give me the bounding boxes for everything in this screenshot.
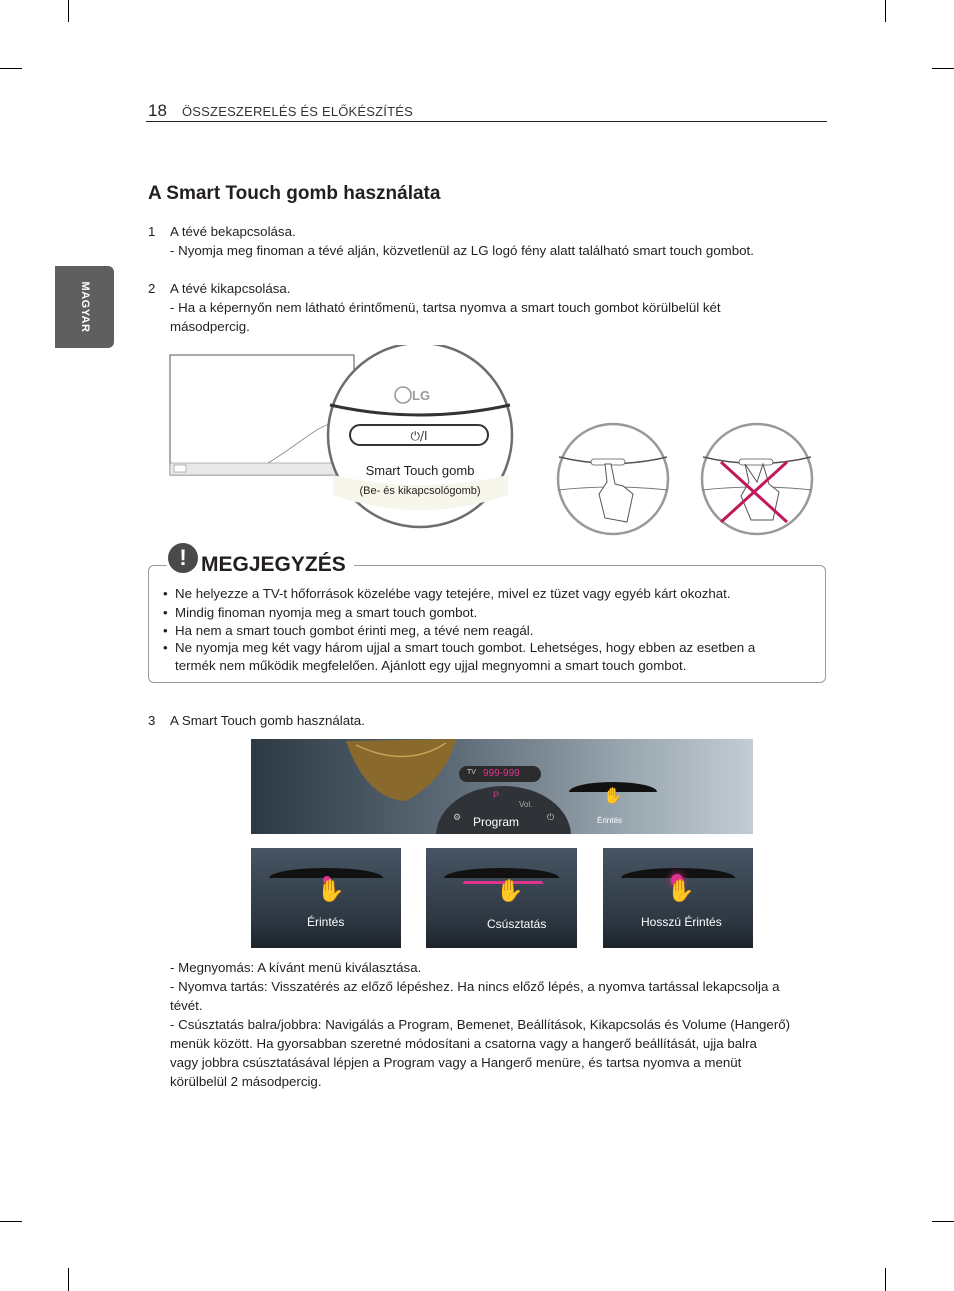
warning-icon: ! <box>165 540 201 576</box>
hand-icon: ✋ <box>603 788 623 805</box>
power-icon: ⏻ <box>547 812 555 822</box>
note-item: • Ne helyezze a TV-t hőforrások közelébe vagy tetejére, mivel ez tüzet vagy egyéb kárt okozhat. <box>175 585 731 603</box>
language-tab <box>55 266 114 348</box>
page-number: 18 <box>148 101 167 120</box>
crop-mark <box>885 0 886 22</box>
note-title: MEGJEGYZÉS <box>199 553 354 577</box>
description-line: - Csúsztatás balra/jobbra: Navigálás a Program, Bemenet, Beállítások, Kikapcsolás és Volume (Hangerő) <box>170 1017 791 1032</box>
note-item-continuation: termék nem működik megfelelően. Ajánlott egy ujjal megnyomni a smart touch gombot. <box>175 658 687 673</box>
step-2-body: - Ha a képernyőn nem látható érintőmenü, tartsa nyomva a smart touch gombot körülbelül két <box>170 300 721 315</box>
description-line: menük között. Ha gyorsabban szeretné módosítani a csatorna vagy a hangerő beállítását, ujja balra <box>170 1036 757 1051</box>
touch-menu-screenshot <box>251 739 753 834</box>
channel-number: 999-999 <box>483 768 520 779</box>
description-line: vagy jobbra csúsztatásával lépjen a Program vagy a Hangerő menüre, és tartsa nyomva a menüt <box>170 1055 742 1070</box>
crop-mark <box>68 1268 69 1291</box>
tv-illustration <box>168 345 518 535</box>
arrow-left-icon: ← <box>460 874 472 888</box>
crop-mark <box>885 1268 886 1291</box>
step-1-body: - Nyomja meg finoman a tévé alján, közvetlenül az LG logó fény alatt található smart touch gombot. <box>170 243 754 258</box>
gesture-panel-swipe <box>426 848 577 948</box>
arrow-right-icon: → <box>534 874 546 888</box>
step-number: 1 <box>148 224 156 239</box>
step-3-title: A Smart Touch gomb használata. <box>170 713 365 728</box>
smart-touch-label: Smart Touch gomb <box>365 463 475 478</box>
gesture-label: Csúsztatás <box>487 917 547 931</box>
gesture-panel-touch <box>251 848 401 948</box>
gesture-panel-long-touch <box>603 848 753 948</box>
gesture-label: Érintés <box>307 915 345 929</box>
step-number: 3 <box>148 713 156 728</box>
wrong-touch-illustration <box>697 422 817 537</box>
note-item: • Mindig finoman nyomja meg a smart touch gombot. <box>175 604 477 622</box>
crop-mark <box>0 68 22 69</box>
settings-icon: ⚙ <box>453 812 462 822</box>
channel-tag: TV <box>467 769 476 776</box>
header-rule <box>146 121 827 122</box>
hand-icon: ✋ <box>667 878 695 903</box>
volume-label: Vol. <box>519 800 533 809</box>
power-symbol: ⏻/I <box>410 429 428 443</box>
step-2-title: A tévé kikapcsolása. <box>170 281 291 296</box>
program-label: Program <box>473 815 520 829</box>
note-item: • Ne nyomja meg két vagy három ujjal a smart touch gombot. Lehetséges, hogy ebben az esetben a <box>175 639 755 657</box>
gesture-label: Hosszú Érintés <box>641 915 722 929</box>
program-up-label: P <box>493 790 500 800</box>
hand-icon: ✋ <box>317 878 345 903</box>
description-line: körülbelül 2 másodpercig. <box>170 1074 322 1089</box>
step-number: 2 <box>148 281 156 296</box>
section-title: ÖSSZESZERELÉS ÉS ELŐKÉSZÍTÉS <box>182 104 414 119</box>
language-tab-label: MAGYAR <box>78 281 91 333</box>
crop-mark <box>68 0 69 22</box>
step-1-title: A tévé bekapcsolása. <box>170 224 296 239</box>
description-line: tévét. <box>170 998 203 1013</box>
description-line: - Megnyomás: A kívánt menü kiválasztása. <box>170 960 422 975</box>
channel-pill <box>459 766 541 782</box>
description-line: - Nyomva tartás: Visszatérés az előző lépéshez. Ha nincs előző lépés, a nyomva tartással lekapcsolja a <box>170 979 780 994</box>
page-heading: A Smart Touch gomb használata <box>148 183 441 204</box>
smart-touch-sublabel: (Be- és kikapcsológomb) <box>359 485 481 497</box>
crop-mark <box>0 1221 22 1222</box>
lg-logo: LG <box>412 388 431 403</box>
crop-mark <box>932 68 954 69</box>
hand-icon: ✋ <box>496 878 524 903</box>
crop-mark <box>932 1221 954 1222</box>
step-2-body: másodpercig. <box>170 319 250 334</box>
correct-touch-illustration <box>553 422 673 537</box>
touch-small-label: Érintés <box>597 816 622 825</box>
note-item: • Ha nem a smart touch gombot érinti meg, a tévé nem reagál. <box>175 622 533 640</box>
leaf-image <box>336 739 466 809</box>
